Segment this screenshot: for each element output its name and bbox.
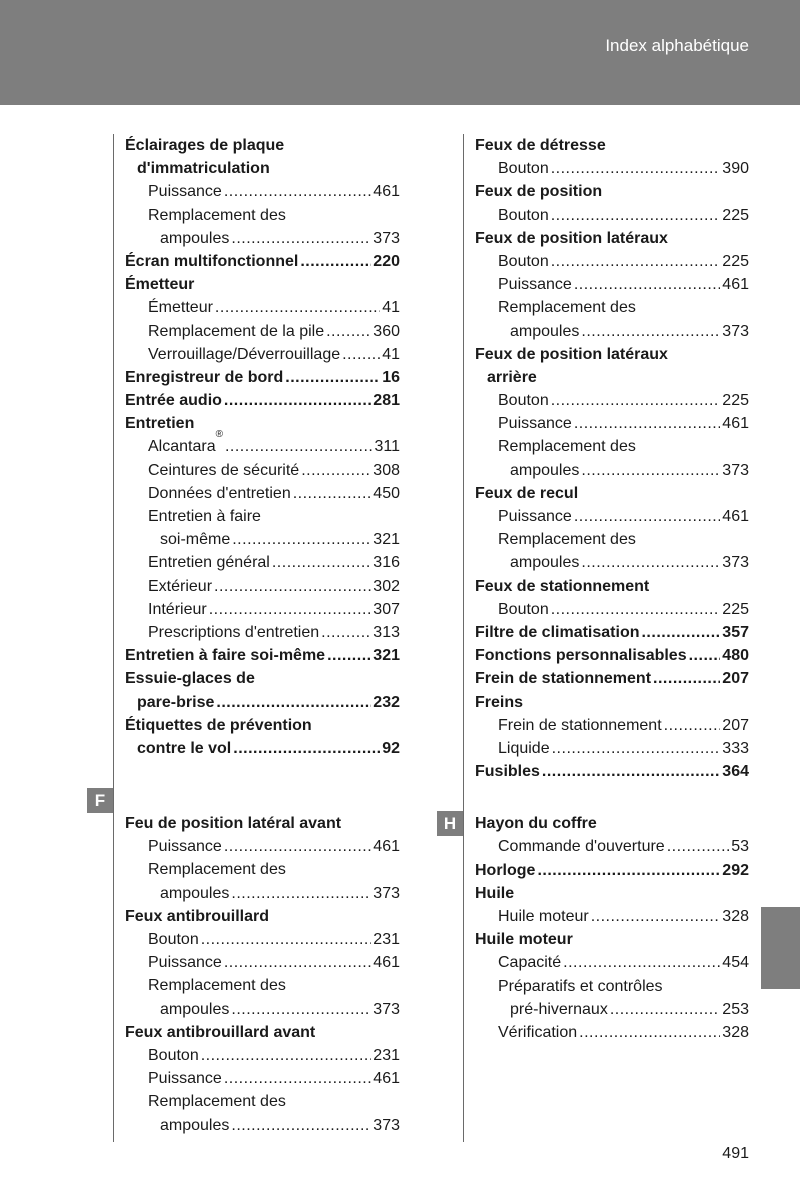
dot-leader [224, 180, 371, 203]
index-entry [125, 621, 400, 644]
page-ref: 220 [373, 252, 400, 270]
entry-label: Essuie-glaces de [125, 670, 255, 688]
dot-leader [581, 320, 720, 343]
page-ref: 207 [722, 716, 749, 734]
entry-label: Fusibles [475, 763, 540, 781]
dot-leader [231, 1114, 371, 1137]
dot-leader [551, 157, 721, 180]
index-entry [125, 412, 400, 435]
index-entry [125, 858, 400, 881]
entry-label: Alcantara [148, 438, 216, 456]
page-ref: 16 [382, 368, 400, 386]
page-ref: 231 [373, 931, 400, 948]
index-entry [475, 644, 749, 667]
page-ref: 53 [731, 838, 749, 856]
dot-leader [551, 250, 721, 273]
dot-leader [664, 714, 721, 737]
index-entry [125, 812, 400, 835]
dot-leader [224, 389, 371, 412]
dot-leader [231, 882, 371, 905]
index-entry [475, 835, 749, 858]
dot-leader [641, 621, 720, 644]
entry-label: Entretien à faire soi-même [125, 647, 326, 665]
index-block [475, 812, 749, 1044]
dot-leader [209, 598, 372, 621]
index-entry [475, 714, 749, 737]
index-entry [125, 998, 400, 1021]
entry-label: d'immatriculation [137, 160, 270, 178]
index-entry [125, 505, 400, 528]
page-ref: 321 [373, 647, 400, 665]
entry-label: Liquide [498, 739, 550, 757]
dot-leader [231, 227, 371, 250]
entry-label: Feux de recul [475, 484, 579, 502]
index-entry [475, 621, 749, 644]
entry-label: ampoules [160, 1000, 230, 1018]
page-ref: 225 [722, 392, 749, 410]
entry-label: Commande d'ouverture [498, 838, 665, 856]
entry-label: Émetteur [148, 299, 213, 317]
index-block [475, 134, 749, 783]
left-column-rule [113, 134, 114, 1142]
index-entry [125, 429, 400, 458]
entry-label: Entrée audio [125, 392, 222, 410]
entry-label: Bouton [498, 252, 549, 270]
page-ref: 450 [373, 484, 400, 502]
index-entry [125, 905, 400, 928]
page-ref: 225 [722, 252, 749, 270]
entry-label: Feu de position latéral avant [125, 815, 342, 833]
index-entry [125, 389, 400, 412]
entry-label: Remplacement des [148, 977, 286, 995]
index-entry [125, 1114, 400, 1137]
entry-label: Remplacement des [498, 299, 636, 317]
entry-label: Bouton [148, 931, 199, 948]
index-entry [475, 273, 749, 296]
index-entry [475, 227, 749, 250]
dot-leader [232, 528, 371, 551]
entry-label: ampoules [160, 1116, 230, 1134]
index-entry [475, 320, 749, 343]
page-ref: 232 [373, 693, 400, 711]
dot-leader [591, 905, 721, 928]
page-ref: 390 [722, 160, 749, 178]
dot-leader [215, 296, 380, 319]
dot-leader [551, 204, 721, 227]
entry-label: Étiquettes de prévention [125, 716, 312, 734]
entry-label: Entretien [125, 415, 195, 433]
dot-leader [326, 320, 371, 343]
entry-label: Enregistreur de bord [125, 368, 284, 386]
entry-label: Horloge [475, 861, 536, 879]
entry-label: Feux de position [475, 183, 603, 201]
dot-leader [689, 644, 721, 667]
entry-label: Huile moteur [475, 931, 573, 949]
page-ref: 92 [382, 739, 400, 757]
page-ref: 461 [373, 1070, 400, 1088]
page-ref: 281 [373, 392, 400, 410]
page-ref: 225 [722, 600, 749, 618]
entry-label: ampoules [160, 229, 230, 247]
index-entry [125, 459, 400, 482]
page-ref: 311 [374, 438, 400, 456]
entry-label: Entretien à faire [148, 508, 261, 525]
dot-leader [224, 835, 371, 858]
page-ref: 461 [722, 508, 749, 525]
page-ref: 360 [373, 322, 400, 340]
page-ref: 461 [722, 415, 749, 433]
entry-label: Puissance [148, 838, 222, 856]
dot-leader [574, 505, 720, 528]
index-entry [475, 975, 749, 998]
index-entry [475, 598, 749, 621]
dot-leader [667, 835, 730, 858]
entry-label: Hayon du coffre [475, 815, 597, 833]
dot-leader [231, 998, 371, 1021]
dot-leader [201, 928, 372, 951]
entry-label: Entretien général [148, 554, 270, 572]
page-ref: 461 [373, 183, 400, 201]
entry-label: Filtre de climatisation [475, 623, 640, 641]
index-entry [475, 180, 749, 203]
index-entry [475, 1021, 749, 1044]
chapter-side-tab [761, 907, 800, 989]
page-ref: 321 [373, 531, 400, 549]
entry-label: Remplacement des [498, 531, 636, 549]
page-ref: 41 [382, 345, 400, 363]
index-entry [125, 528, 400, 551]
entry-label: Bouton [498, 600, 549, 618]
dot-leader [272, 551, 371, 574]
dot-leader [581, 551, 720, 574]
entry-label: Écran multifonctionnel [125, 252, 299, 270]
entry-label: pré-hivernaux [510, 1000, 608, 1018]
page-ref: 308 [373, 461, 400, 479]
dot-leader [201, 1044, 372, 1067]
entry-label: Remplacement des [148, 1093, 286, 1111]
index-entry [125, 227, 400, 250]
dot-leader [285, 366, 380, 389]
index-entry [125, 1044, 400, 1067]
dot-leader [225, 435, 373, 458]
entry-label: Feux de détresse [475, 137, 606, 154]
section-letter-f: F [87, 788, 113, 813]
entry-label: Remplacement des [148, 206, 286, 224]
index-entry [125, 296, 400, 319]
entry-label: ampoules [510, 322, 580, 340]
index-entry [125, 974, 400, 997]
entry-label: Bouton [148, 1046, 199, 1064]
index-entry [125, 1090, 400, 1113]
dot-leader [321, 621, 371, 644]
page-ref: 461 [722, 276, 749, 294]
registered-mark: ® [215, 429, 223, 441]
dot-leader [293, 482, 372, 505]
index-entry [475, 528, 749, 551]
index-block [125, 134, 400, 760]
index-entry [475, 250, 749, 273]
index-entry [125, 667, 400, 690]
index-entry [475, 389, 749, 412]
entry-label: Frein de stationnement [498, 716, 662, 734]
entry-label: ampoules [510, 461, 580, 479]
entry-label: arrière [487, 368, 537, 386]
index-entry [475, 859, 749, 882]
index-entry [125, 691, 400, 714]
page-ref: 373 [373, 1000, 400, 1018]
index-entry [125, 714, 400, 737]
entry-label: contre le vol [137, 739, 232, 757]
dot-leader [610, 998, 720, 1021]
page-ref: 253 [722, 1000, 749, 1018]
index-entry [125, 737, 400, 760]
index-entry [125, 204, 400, 227]
entry-label: Éclairages de plaque [125, 137, 285, 154]
entry-label: Feux antibrouillard [125, 907, 270, 925]
page-ref: 373 [722, 461, 749, 479]
page-ref: 461 [373, 954, 400, 972]
entry-label: Freins [475, 693, 524, 711]
entry-label: Extérieur [148, 577, 213, 595]
dot-leader [563, 951, 720, 974]
index-entry [125, 644, 400, 667]
entry-label: Huile moteur [498, 908, 589, 925]
entry-label: Frein de stationnement [475, 670, 652, 688]
right-column-rule [463, 134, 464, 1142]
index-entry [475, 882, 749, 905]
page-ref: 357 [722, 623, 749, 641]
dot-leader [233, 737, 380, 760]
entry-label: pare-brise [137, 693, 215, 711]
dot-leader [551, 389, 721, 412]
index-entry [475, 296, 749, 319]
dot-leader [327, 644, 371, 667]
right-column [475, 134, 749, 1044]
entry-label: Intérieur [148, 600, 207, 618]
entry-label: Fonctions personnalisables [475, 647, 687, 665]
index-entry [475, 691, 749, 714]
index-entry [125, 951, 400, 974]
dot-leader [342, 343, 380, 366]
section-letter-h: H [437, 811, 463, 836]
index-entry [475, 812, 749, 835]
entry-label: Puissance [498, 276, 572, 294]
page-ref: 207 [722, 670, 749, 688]
index-entry [475, 551, 749, 574]
entry-label: Bouton [498, 392, 549, 410]
index-entry [125, 180, 400, 203]
page-ref: 373 [373, 1116, 400, 1134]
entry-label: Remplacement des [148, 861, 286, 879]
dot-leader [574, 273, 720, 296]
index-entry [475, 951, 749, 974]
entry-label: Feux de position latéraux [475, 345, 668, 363]
index-entry [475, 343, 749, 366]
dot-leader [216, 691, 371, 714]
header-bar [0, 0, 800, 105]
page-ref: 373 [722, 322, 749, 340]
dot-leader [301, 459, 371, 482]
entry-label: ampoules [160, 884, 230, 902]
index-entry [125, 835, 400, 858]
index-entry [125, 482, 400, 505]
index-entry [125, 1021, 400, 1044]
index-entry [475, 412, 749, 435]
index-entry [475, 134, 749, 157]
index-entry [125, 157, 400, 180]
index-entry [125, 928, 400, 951]
entry-label: Verrouillage/Déverrouillage [148, 345, 341, 363]
index-entry [125, 598, 400, 621]
index-entry [125, 882, 400, 905]
page-ref: 225 [722, 206, 749, 224]
index-entry [475, 204, 749, 227]
entry-label: Bouton [498, 160, 549, 178]
entry-label: Bouton [498, 206, 549, 224]
dot-leader [537, 859, 720, 882]
page-ref: 373 [373, 229, 400, 247]
index-block [125, 812, 400, 1137]
page-ref: 373 [722, 554, 749, 572]
dot-leader [224, 951, 371, 974]
entry-label: Puissance [148, 954, 222, 972]
index-entry [125, 1067, 400, 1090]
page-ref: 480 [722, 647, 749, 665]
index-entry [125, 575, 400, 598]
index-entry [475, 435, 749, 458]
entry-label: Feux de position latéraux [475, 229, 668, 247]
dot-leader [224, 1067, 371, 1090]
entry-label: Émetteur [125, 276, 195, 294]
entry-label: ampoules [510, 554, 580, 572]
entry-label: Capacité [498, 954, 562, 972]
entry-label: Données d'entretien [148, 484, 291, 502]
index-entry [125, 320, 400, 343]
entry-label: soi-même [160, 531, 231, 549]
page-ref: 231 [373, 1046, 400, 1064]
index-entry [475, 505, 749, 528]
index-entry [475, 667, 749, 690]
page-ref: 328 [722, 1023, 749, 1041]
index-entry [475, 459, 749, 482]
index-entry [475, 157, 749, 180]
page-number: 491 [722, 1145, 749, 1162]
dot-leader [579, 1021, 720, 1044]
entry-label: Préparatifs et contrôles [498, 977, 663, 995]
index-entry [475, 737, 749, 760]
page-ref: 292 [722, 861, 749, 879]
page-ref: 316 [373, 554, 400, 572]
entry-label: Prescriptions d'entretien [148, 623, 320, 641]
index-entry [475, 366, 749, 389]
dot-leader [574, 412, 720, 435]
index-entry [475, 998, 749, 1021]
index-entry [475, 760, 749, 783]
page-ref: 302 [373, 577, 400, 595]
page-ref: 373 [373, 884, 400, 902]
left-column [125, 134, 400, 1137]
entry-label: Puissance [498, 508, 572, 525]
page-ref: 313 [373, 623, 400, 641]
dot-leader [581, 459, 720, 482]
dot-leader [300, 250, 371, 273]
page-ref: 364 [722, 763, 749, 781]
entry-label: Puissance [148, 1070, 222, 1088]
dot-leader [542, 760, 720, 783]
index-entry [125, 343, 400, 366]
dot-leader [214, 575, 371, 598]
entry-label: Feux de stationnement [475, 577, 650, 595]
entry-label: Vérification [498, 1023, 578, 1041]
index-entry [125, 134, 400, 157]
entry-label: Puissance [498, 415, 572, 433]
dot-leader [551, 598, 721, 621]
index-entry [475, 575, 749, 598]
page-ref: 461 [373, 838, 400, 856]
entry-label: Ceintures de sécurité [148, 461, 300, 479]
page-ref: 328 [722, 908, 749, 925]
page-ref: 333 [722, 739, 749, 757]
index-entry [125, 250, 400, 273]
index-entry [125, 366, 400, 389]
index-entry [475, 928, 749, 951]
page-ref: 454 [722, 954, 749, 972]
page-ref: 41 [382, 299, 400, 317]
entry-label: Huile [475, 884, 515, 902]
index-entry [125, 273, 400, 296]
index-entry [475, 905, 749, 928]
entry-label: Remplacement de la pile [148, 322, 325, 340]
dot-leader [653, 667, 720, 690]
entry-label: Puissance [148, 183, 222, 201]
index-entry [125, 551, 400, 574]
index-entry [475, 482, 749, 505]
entry-label: Remplacement des [498, 438, 636, 456]
entry-label: Feux antibrouillard avant [125, 1023, 316, 1041]
header-title: Index alphabétique [605, 36, 749, 55]
page-ref: 307 [373, 600, 400, 618]
dot-leader [552, 737, 721, 760]
